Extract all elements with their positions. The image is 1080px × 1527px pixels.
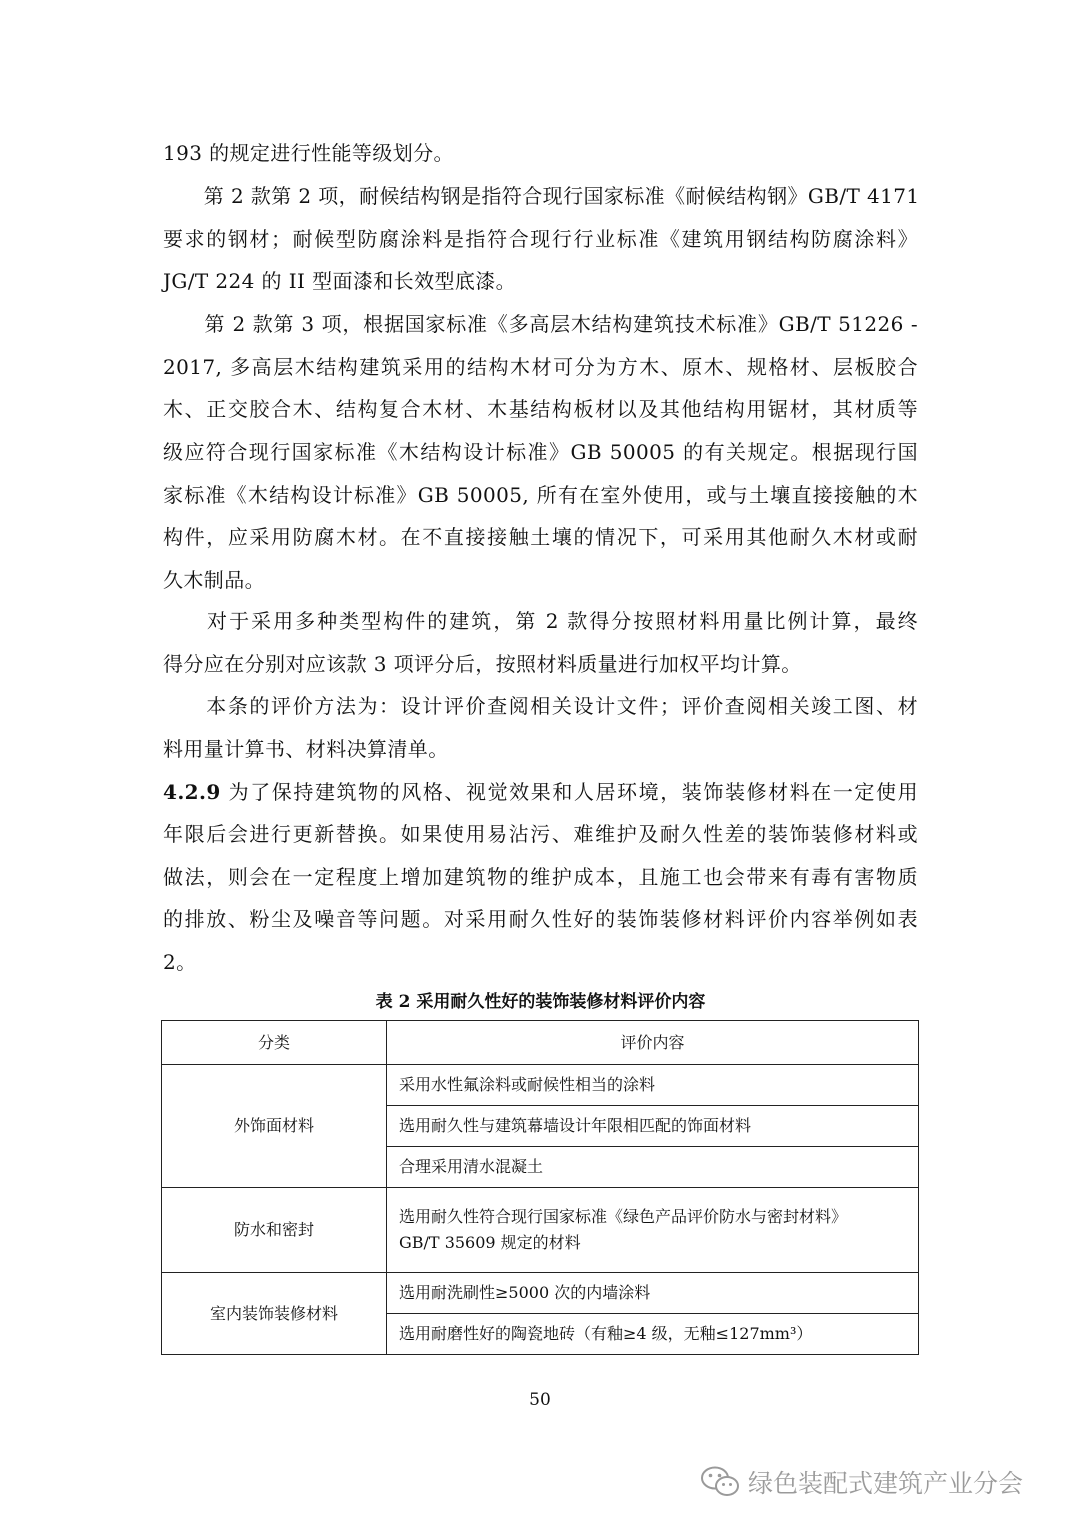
body-line: 对于采用多种类型构件的建筑，第 2 款得分按照材料用量比例计算，最终 [163, 609, 918, 633]
body-line: 本条的评价方法为：设计评价查阅相关设计文件；评价查阅相关竣工图、材 [163, 694, 918, 718]
body-line: 构件，应采用防腐木材。在不直接接触土壤的情况下，可采用其他耐久木材或耐 [163, 525, 918, 549]
table-content-cell: 选用耐洗刷性≥5000 次的内墙涂料 [387, 1273, 919, 1314]
table-category-cell: 防水和密封 [162, 1188, 387, 1273]
body-line: 木、正交胶合木、结构复合木材、木基结构板材以及其他结构用锯材，其材质等 [163, 397, 918, 421]
table-row [162, 1273, 919, 1314]
clause-number: 4.2.9 [163, 780, 221, 804]
body-line: 久木制品。 [163, 568, 265, 592]
body-line: 家标准《木结构设计标准》GB 50005, 所有在室外使用，或与土壤直接接触的木 [163, 483, 918, 507]
body-line: 第 2 款第 3 项，根据国家标准《多高层木结构建筑技术标准》GB/T 51226 - [163, 312, 918, 336]
table-caption: 表 2 采用耐久性好的装饰装修材料评价内容 [375, 992, 706, 1012]
table-content-cell: 合理采用清水混凝土 [387, 1147, 919, 1188]
clause-line: 做法，则会在一定程度上增加建筑物的维护成本，且施工也会带来有毒有害物质 [163, 865, 918, 889]
body-line: 级应符合现行国家标准《木结构设计标准》GB 50005 的有关规定。根据现行国 [163, 440, 918, 464]
clause-line: 的排放、粉尘及噪音等问题。对采用耐久性好的装饰装修材料评价内容举例如表 [163, 907, 918, 931]
clause-text: 为了保持建筑物的风格、视觉效果和人居环境，装饰装修材料在一定使用 [220, 780, 918, 804]
table-content-cell: 选用耐久性与建筑幕墙设计年限相匹配的饰面材料 [387, 1106, 919, 1147]
page-number: 50 [529, 1390, 551, 1410]
table-content-cell: 选用耐磨性好的陶瓷地砖（有釉≥4 级，无釉≤127mm³） [387, 1314, 919, 1355]
table-row [162, 1188, 919, 1273]
table-content-cell: 采用水性氟涂料或耐候性相当的涂料 [387, 1065, 919, 1106]
watermark-text: 绿色装配式建筑产业分会 [748, 1469, 1024, 1498]
table-content-cell: 选用耐久性符合现行国家标准《绿色产品评价防水与密封材料》 GB/T 35609 规定的材料 [387, 1188, 919, 1273]
body-line: 得分应在分别对应该款 3 项评分后，按照材料质量进行加权平均计算。 [163, 652, 802, 676]
body-line: 料用量计算书、材料决算清单。 [163, 737, 449, 761]
body-line: 2017, 多高层木结构建筑采用的结构木材可分为方木、原木、规格材、层板胶合 [163, 355, 918, 379]
body-line: 要求的钢材；耐候型防腐涂料是指符合现行行业标准《建筑用钢结构防腐涂料》 [163, 227, 918, 251]
table-category-cell: 室内装饰装修材料 [162, 1273, 387, 1355]
watermark [700, 1462, 1023, 1502]
body-line: 193 的规定进行性能等级划分。 [163, 141, 454, 165]
table-header-content: 评价内容 [387, 1021, 919, 1065]
table-row [162, 1065, 919, 1106]
table-header-category: 分类 [162, 1021, 387, 1065]
table-header-row [162, 1021, 919, 1065]
table-category-cell: 外饰面材料 [162, 1065, 387, 1188]
clause-line: 2。 [163, 950, 197, 974]
clause-line: 年限后会进行更新替换。如果使用易沾污、难维护及耐久性差的装饰装修材料或 [163, 822, 918, 846]
evaluation-table [161, 1020, 919, 1355]
clause-line [163, 777, 918, 807]
body-line: JG/T 224 的 II 型面漆和长效型底漆。 [163, 269, 517, 293]
body-line: 第 2 款第 2 项，耐候结构钢是指符合现行国家标准《耐候结构钢》GB/T 4171 [163, 184, 920, 208]
wechat-icon [700, 1465, 740, 1499]
